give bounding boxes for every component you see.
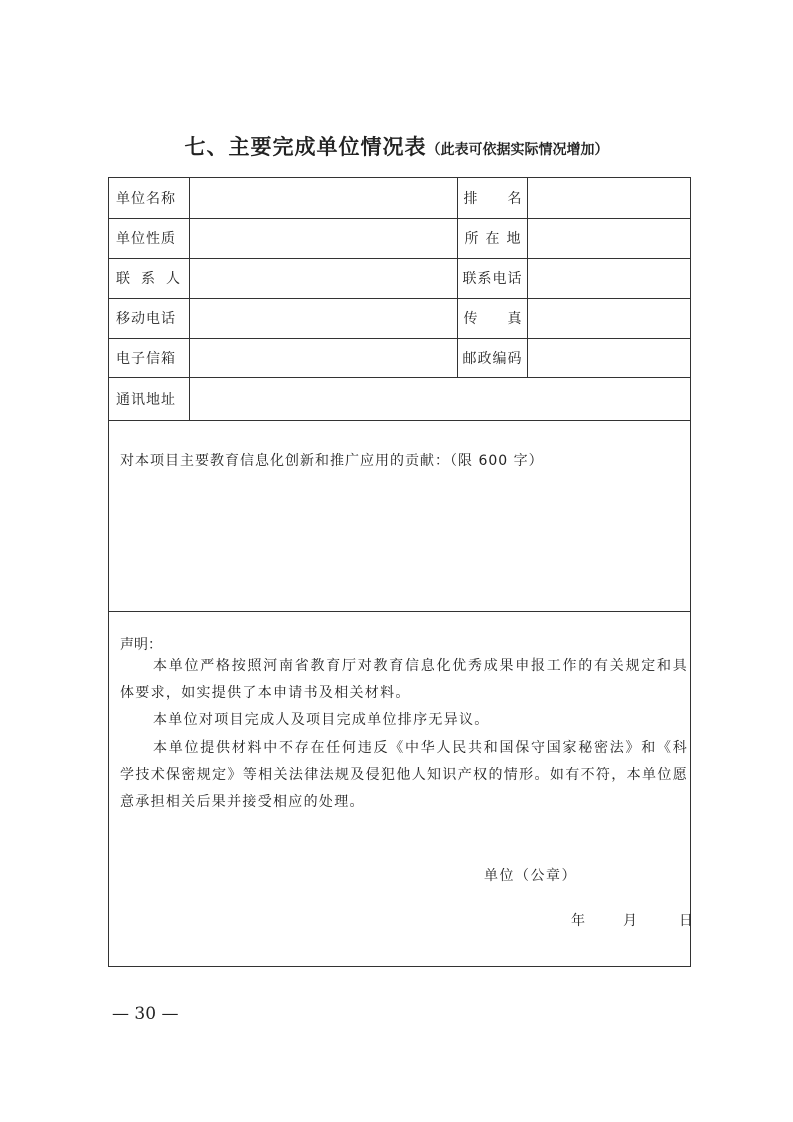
form-row-address xyxy=(109,377,690,421)
unit-name-label: 单位名称 xyxy=(109,178,190,218)
fax-label xyxy=(458,298,552,338)
declaration-paragraph-2: 本单位对项目完成人及项目完成单位排序无异议。 xyxy=(153,712,490,728)
ranking-label xyxy=(458,178,552,218)
declaration-title: 声明： xyxy=(120,637,162,653)
form-title xyxy=(0,131,793,161)
signature-date xyxy=(571,910,693,930)
location-field[interactable] xyxy=(528,218,690,258)
contact-person-label-text: 联系人 xyxy=(116,271,191,287)
contact-person-field[interactable] xyxy=(190,258,458,298)
declaration-paragraph-3: 本单位提供材料中不存在任何违反《中华人民共和国保守国家秘密法》和《科学技术保密规定》等相关法律法规及侵犯他人知识产权的情形。如有不符，本单位愿意承担相关后果并接受相应的处理。 xyxy=(120,740,688,810)
page-subtitle: （此表可依据实际情况增加） xyxy=(426,142,609,158)
fax-field[interactable] xyxy=(528,298,690,338)
contact-person-label xyxy=(109,258,190,298)
contribution-prompt: 对本项目主要教育信息化创新和推广应用的贡献：（限 600 字） xyxy=(120,453,544,469)
unit-seal-label: 单位（公章） xyxy=(484,868,577,884)
postcode-field[interactable] xyxy=(528,338,690,377)
page-title: 七、主要完成单位情况表 xyxy=(184,135,427,159)
fax-label-text: 传真 xyxy=(463,311,552,327)
ranking-label-text: 排名 xyxy=(463,191,552,207)
declaration-paragraph-1: 本单位严格按照河南省教育厅对教育信息化优秀成果申报工作的有关规定和具体要求，如实提供了本申请书及相关材料。 xyxy=(120,658,688,701)
unit-info-form xyxy=(108,177,691,967)
form-row-mobile xyxy=(109,298,690,339)
mobile-phone-label: 移动电话 xyxy=(109,298,190,338)
ranking-field[interactable] xyxy=(528,178,690,218)
address-field[interactable] xyxy=(190,377,690,420)
address-label: 通讯地址 xyxy=(109,377,190,420)
contribution-section[interactable] xyxy=(109,420,690,612)
unit-name-field[interactable] xyxy=(190,178,458,218)
date-year: 年 xyxy=(571,913,585,929)
location-label xyxy=(458,218,528,258)
mobile-phone-field[interactable] xyxy=(190,298,458,338)
email-label: 电子信箱 xyxy=(109,338,190,377)
location-label-text: 所在地 xyxy=(464,231,528,247)
email-field[interactable] xyxy=(190,338,458,377)
form-row-contact xyxy=(109,258,690,299)
declaration-section xyxy=(109,611,693,966)
form-row-unit-name xyxy=(109,178,690,219)
unit-type-label: 单位性质 xyxy=(109,218,190,258)
unit-type-field[interactable] xyxy=(190,218,458,258)
page-number: — 30 — xyxy=(112,1004,179,1024)
date-day: 日 xyxy=(679,913,693,929)
form-row-unit-type xyxy=(109,218,690,259)
form-row-email xyxy=(109,338,690,378)
postcode-label: 邮政编码 xyxy=(458,338,528,377)
date-month: 月 xyxy=(623,913,637,929)
contact-phone-label: 联系电话 xyxy=(458,258,528,298)
contact-phone-field[interactable] xyxy=(528,258,690,298)
